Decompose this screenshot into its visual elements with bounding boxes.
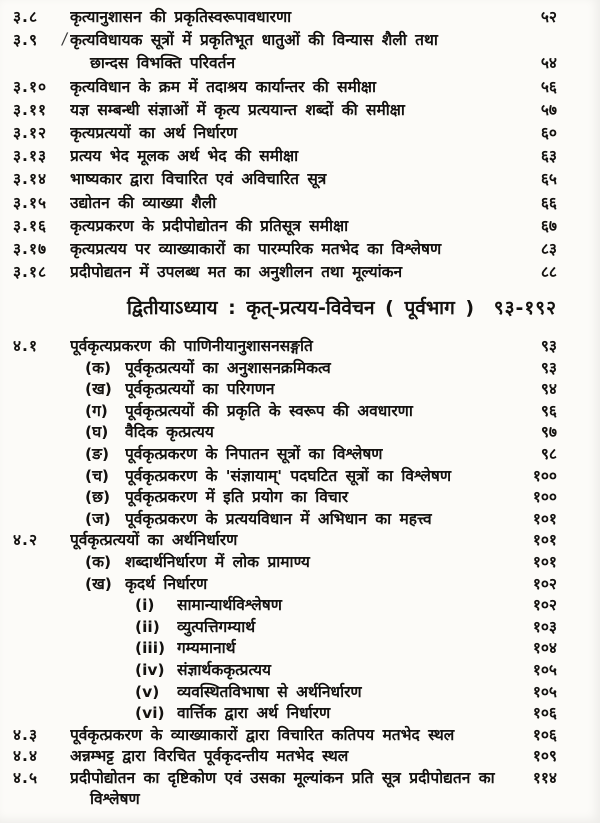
entry-title: कृत्यप्रकरण के प्रदीपोद्योतन की प्रतिसूत्र समीक्षा bbox=[70, 216, 349, 235]
entry-title: पूर्वकृत्प्रत्ययों का परिगणन bbox=[125, 380, 275, 399]
entry-page-number: १०६ bbox=[532, 704, 557, 723]
toc-row bbox=[0, 701, 600, 723]
entry-number: ४.१ bbox=[13, 337, 39, 355]
entry-page-number: ११४ bbox=[532, 768, 557, 787]
entry-page-number: १०२ bbox=[532, 574, 557, 593]
entry-page-number: ६६ bbox=[540, 193, 557, 212]
entry-page-number: १०१ bbox=[532, 552, 557, 571]
toc-row bbox=[0, 615, 600, 637]
toc-row bbox=[0, 787, 600, 809]
entry-page-number: १०५ bbox=[532, 682, 557, 701]
entry-sublabel: (क) bbox=[85, 552, 112, 571]
entry-sublabel: (ङ) bbox=[85, 444, 110, 463]
entry-page-number: १०५ bbox=[532, 660, 557, 679]
entry-number: ३.१६ bbox=[13, 216, 48, 235]
entry-number: ३.१३ bbox=[13, 147, 48, 166]
toc-row bbox=[0, 75, 600, 98]
entry-sublabel: (ii) bbox=[135, 617, 160, 636]
entry-page-number: ८३ bbox=[540, 239, 557, 258]
toc-row bbox=[0, 723, 600, 745]
entry-number: ४.२ bbox=[13, 531, 39, 550]
toc-section-chapter4 bbox=[0, 334, 600, 809]
entry-title: शब्दार्थनिर्धारण में लोक प्रामाण्य bbox=[125, 552, 310, 571]
entry-title: कृदर्थ निर्धारण bbox=[125, 574, 208, 593]
entry-sublabel: (घ) bbox=[85, 423, 109, 442]
entry-number: ४.५ bbox=[13, 768, 39, 787]
entry-sublabel: (ख) bbox=[85, 380, 112, 399]
toc-row bbox=[0, 377, 600, 399]
entry-page-number: १०९ bbox=[532, 747, 557, 766]
entry-number: ३.१८ bbox=[13, 263, 48, 282]
entry-title: पूर्वकृत्यप्रकरण की पाणिनीयानुशासनसङ्गति bbox=[70, 337, 313, 355]
toc-section-chapter3 bbox=[0, 5, 600, 283]
toc-row bbox=[0, 744, 600, 766]
toc-row bbox=[0, 51, 600, 74]
entry-number: ३.८ bbox=[13, 8, 39, 26]
toc-row bbox=[0, 766, 600, 788]
entry-number: ३.१० bbox=[13, 77, 48, 96]
entry-title: वार्त्तिक द्वारा अर्थ निर्धारण bbox=[177, 704, 331, 723]
entry-page-number: १०६ bbox=[532, 725, 557, 744]
entry-number: ४.३ bbox=[13, 725, 39, 744]
toc-row bbox=[0, 28, 600, 51]
entry-title: विश्लेषण bbox=[90, 790, 140, 809]
toc-row bbox=[0, 191, 600, 214]
toc-row bbox=[0, 593, 600, 615]
toc-row bbox=[0, 680, 600, 702]
entry-page-number: ५७ bbox=[540, 100, 557, 119]
entry-title: छान्दस विभक्ति परिवर्तन bbox=[90, 54, 236, 73]
entry-title: सामान्यार्थविश्लेषण bbox=[177, 596, 282, 615]
entry-title: पूर्वकृत्प्रकरण के निपातन सूत्रों का विश्लेषण bbox=[125, 444, 383, 463]
toc-row bbox=[0, 144, 600, 167]
entry-sublabel: (छ) bbox=[85, 488, 111, 507]
toc-row bbox=[0, 167, 600, 190]
entry-page-number: १०० bbox=[532, 488, 557, 507]
handwritten-checkmark-annotation: / bbox=[60, 29, 69, 49]
entry-sublabel: (v) bbox=[135, 682, 160, 701]
entry-page-number: १०० bbox=[532, 466, 557, 485]
entry-number: ३.१५ bbox=[13, 193, 48, 212]
entry-number: ३.१२ bbox=[13, 123, 48, 142]
entry-title: गम्यमानार्थ bbox=[177, 639, 236, 658]
entry-sublabel: (ख) bbox=[85, 574, 112, 593]
toc-row bbox=[0, 572, 600, 594]
entry-page-number: ९८ bbox=[540, 444, 557, 463]
toc-row bbox=[0, 658, 600, 680]
toc-row bbox=[0, 528, 600, 550]
entry-title: प्रदीपोद्योतन का दृष्टिकोण एवं उसका मूल्यांकन प्रति सूत्र प्रदीपोद्यतन का bbox=[70, 768, 495, 787]
entry-page-number: ५४ bbox=[540, 54, 557, 73]
entry-title: कृत्यप्रत्ययों का अर्थ निर्धारण bbox=[70, 123, 238, 142]
chapter-heading-page-range: ९३-१९२ bbox=[493, 297, 557, 319]
entry-page-number: १०२ bbox=[532, 596, 557, 615]
toc-row bbox=[0, 442, 600, 464]
entry-title: प्रत्यय भेद मूलक अर्थ भेद की समीक्षा bbox=[70, 147, 299, 166]
toc-row bbox=[0, 214, 600, 237]
entry-title: पूर्वकृत्प्रत्ययों का अर्थनिर्धारण bbox=[70, 531, 238, 550]
toc-row bbox=[0, 260, 600, 283]
entry-title: पूर्वकृत्प्रत्ययों की प्रकृति के स्वरूप की अवधारणा bbox=[125, 401, 413, 420]
entry-page-number: ६५ bbox=[540, 170, 557, 189]
entry-sublabel: (ग) bbox=[85, 401, 108, 420]
entry-page-number: ६३ bbox=[540, 147, 557, 166]
chapter-heading-title: द्वितीयाऽध्याय : कृत्-प्रत्यय-विवेचन ( पूर्वभाग ) bbox=[127, 297, 475, 319]
toc-row bbox=[0, 5, 600, 28]
entry-title: कृत्यविधान के क्रम में तदाश्रय कार्यान्तर की समीक्षा bbox=[70, 77, 377, 96]
toc-row bbox=[0, 507, 600, 529]
entry-page-number: ६० bbox=[540, 123, 557, 142]
toc-row bbox=[0, 420, 600, 442]
entry-page-number: ९४ bbox=[540, 380, 557, 399]
entry-title: व्यवस्थितविभाषा से अर्थनिर्धारण bbox=[177, 682, 362, 701]
entry-page-number: ५६ bbox=[540, 77, 557, 96]
toc-row bbox=[0, 334, 600, 356]
entry-page-number: ६७ bbox=[540, 216, 557, 235]
entry-page-number: ९६ bbox=[540, 401, 557, 420]
entry-page-number: ९३ bbox=[540, 358, 557, 377]
entry-title: पूर्वकृत्प्रकरण के प्रत्ययविधान में अभिधान का महत्त्व bbox=[125, 509, 432, 528]
entry-page-number: १०३ bbox=[532, 617, 557, 636]
toc-row bbox=[0, 237, 600, 260]
entry-title: वैदिक कृत्प्रत्यय bbox=[125, 423, 214, 442]
entry-sublabel: (च) bbox=[85, 466, 110, 485]
entry-page-number: १०१ bbox=[532, 509, 557, 528]
toc-row bbox=[0, 98, 600, 121]
toc-row bbox=[0, 464, 600, 486]
entry-number: ४.४ bbox=[13, 747, 39, 766]
entry-sublabel: (iv) bbox=[135, 660, 165, 679]
entry-number: ३.१७ bbox=[13, 239, 48, 258]
entry-title: व्युत्पत्तिगम्यार्थ bbox=[177, 617, 256, 636]
entry-title: अन्नम्भट्ट द्वारा विरचित पूर्वकृदन्तीय मतभेद स्थल bbox=[70, 747, 349, 766]
entry-title: कृत्यानुशासन की प्रकृतिस्वरूपावधारणा bbox=[70, 8, 292, 26]
entry-page-number: ९७ bbox=[540, 423, 557, 442]
entry-page-number: ५२ bbox=[540, 8, 557, 26]
entry-number: ३.९ bbox=[13, 31, 39, 50]
entry-page-number: ८८ bbox=[540, 263, 557, 282]
chapter-heading bbox=[0, 294, 600, 320]
entry-page-number: ९३ bbox=[540, 337, 557, 355]
entry-title: पूर्वकृत्प्रकरण में इति प्रयोग का विचार bbox=[125, 488, 349, 507]
entry-title: यज्ञ सम्बन्धी संज्ञाओं में कृत्य प्रत्ययान्त शब्दों की समीक्षा bbox=[70, 100, 405, 119]
entry-page-number: १०४ bbox=[532, 639, 557, 658]
entry-sublabel: (iii) bbox=[135, 639, 166, 658]
entry-sublabel: (ज) bbox=[85, 509, 111, 528]
toc-row bbox=[0, 121, 600, 144]
entry-title: प्रदीपोद्यतन में उपलब्ध मत का अनुशीलन तथा मूल्यांकन bbox=[70, 263, 403, 282]
entry-title: भाष्यकार द्वारा विचारित एवं अविचारित सूत्र bbox=[70, 170, 327, 189]
entry-sublabel: (क) bbox=[85, 358, 112, 377]
toc-row bbox=[0, 485, 600, 507]
entry-title: पूर्वकृत्प्रत्ययों का अनुशासनक्रमिकत्व bbox=[125, 358, 331, 377]
entry-title: उद्योतन की व्याख्या शैली bbox=[70, 193, 217, 212]
entry-page-number: १०१ bbox=[532, 531, 557, 550]
toc-row bbox=[0, 550, 600, 572]
entry-title: पूर्वकृत्प्रकरण के व्याख्याकारों द्वारा विचारित कतिपय मतभेद स्थल bbox=[70, 725, 455, 744]
entry-sublabel: (i) bbox=[135, 596, 155, 615]
entry-sublabel: (vi) bbox=[135, 704, 165, 723]
entry-title: संज्ञार्थककृत्प्रत्यय bbox=[177, 660, 271, 679]
toc-row bbox=[0, 399, 600, 421]
entry-title: कृत्यप्रत्यय पर व्याख्याकारों का पारम्परिक मतभेद का विश्लेषण bbox=[70, 239, 442, 258]
entry-number: ३.१४ bbox=[13, 170, 48, 189]
entry-title: पूर्वकृत्प्रकरण के 'संज्ञायाम्' पदघटित सूत्रों का विश्लेषण bbox=[125, 466, 452, 485]
toc-row bbox=[0, 356, 600, 378]
toc-row bbox=[0, 636, 600, 658]
entry-number: ३.११ bbox=[13, 100, 48, 119]
entry-title: कृत्यविधायक सूत्रों में प्रकृतिभूत धातुओं की विन्यास शैली तथा bbox=[70, 31, 438, 50]
